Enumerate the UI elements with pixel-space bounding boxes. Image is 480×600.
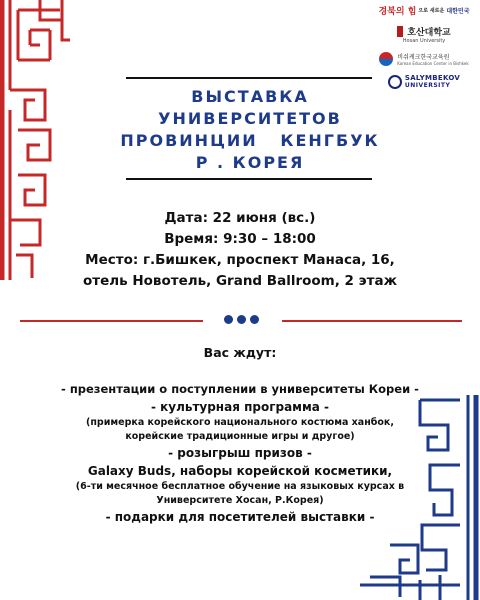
divider-dot [224, 315, 233, 324]
program-item-detail: (примерка корейского национального костюма ханбок, [86, 417, 394, 428]
program-item-detail: корейские традиционные игры и другое) [125, 431, 355, 442]
hoseo-logo-en: Hosan University [402, 38, 446, 44]
partner-logos [378, 4, 470, 97]
event-place-line-1: Место: г.Бишкек, проспект Манаса, 16, [85, 252, 395, 268]
program-list [40, 380, 440, 526]
divider-dot [250, 315, 259, 324]
event-title [100, 86, 400, 174]
taegeuk-icon [379, 52, 393, 66]
title-rule-top [126, 77, 372, 79]
program-heading: Вас ждут: [203, 345, 277, 360]
program-item: - культурная программа - [150, 400, 330, 414]
program-item: - подарки для посетителей выставки - [105, 510, 375, 524]
divider-dot [237, 315, 246, 324]
title-line-3: ПРОВИНЦИИ КЕНГБУК [120, 131, 380, 150]
education-center-logo [378, 52, 470, 66]
divider-line-left [20, 320, 203, 322]
program-item-detail: Университете Хосан, Р.Корея) [156, 495, 324, 506]
program-item: - презентации о поступлении в университеты Кореи - [61, 382, 419, 396]
hoseo-mark-icon [397, 26, 403, 37]
edu-logo-kr: 비쉬케크한국교육원 [397, 54, 450, 61]
title-line-4: Р . КОРЕЯ [195, 153, 305, 172]
program-item: Galaxy Buds, наборы корейской косметики, [87, 464, 393, 478]
hoseo-university-logo [378, 25, 470, 44]
divider-dots [224, 315, 259, 324]
title-rule-bottom [126, 178, 372, 180]
title-line-2: УНИВЕРСИТЕТОВ [158, 109, 342, 128]
salymbekov-logo-line1: SALYMBEKOV [404, 74, 461, 82]
gyeongbuk-logo-small: 으로 새로운 [418, 7, 445, 14]
gyeongbuk-logo-text: 경북의 힘 [378, 7, 417, 17]
hoseo-logo-kr: 호산대학교 [407, 28, 451, 38]
edu-logo-en: Korean Education Center in Bishkek [397, 61, 469, 66]
program-item-detail: (6-ти месячное бесплатное обучение на языковых курсах в [75, 481, 405, 492]
event-place-line-2: отель Новотель, Grand Ballroom, 2 этаж [82, 273, 398, 289]
divider-line-right [282, 320, 462, 322]
event-date: Дата: 22 июня (вс.) [164, 210, 316, 226]
gyeongbuk-logo [378, 4, 470, 17]
event-info [40, 208, 440, 292]
salymbekov-logo-line2: UNIVERSITY [404, 82, 451, 89]
title-line-1: ВЫСТАВКА [191, 87, 309, 106]
gyeongbuk-logo-blue: 대한민국 [446, 8, 470, 15]
event-time: Время: 9:30 – 18:00 [164, 231, 316, 247]
program-item: - розыгрыш призов - [168, 446, 312, 460]
